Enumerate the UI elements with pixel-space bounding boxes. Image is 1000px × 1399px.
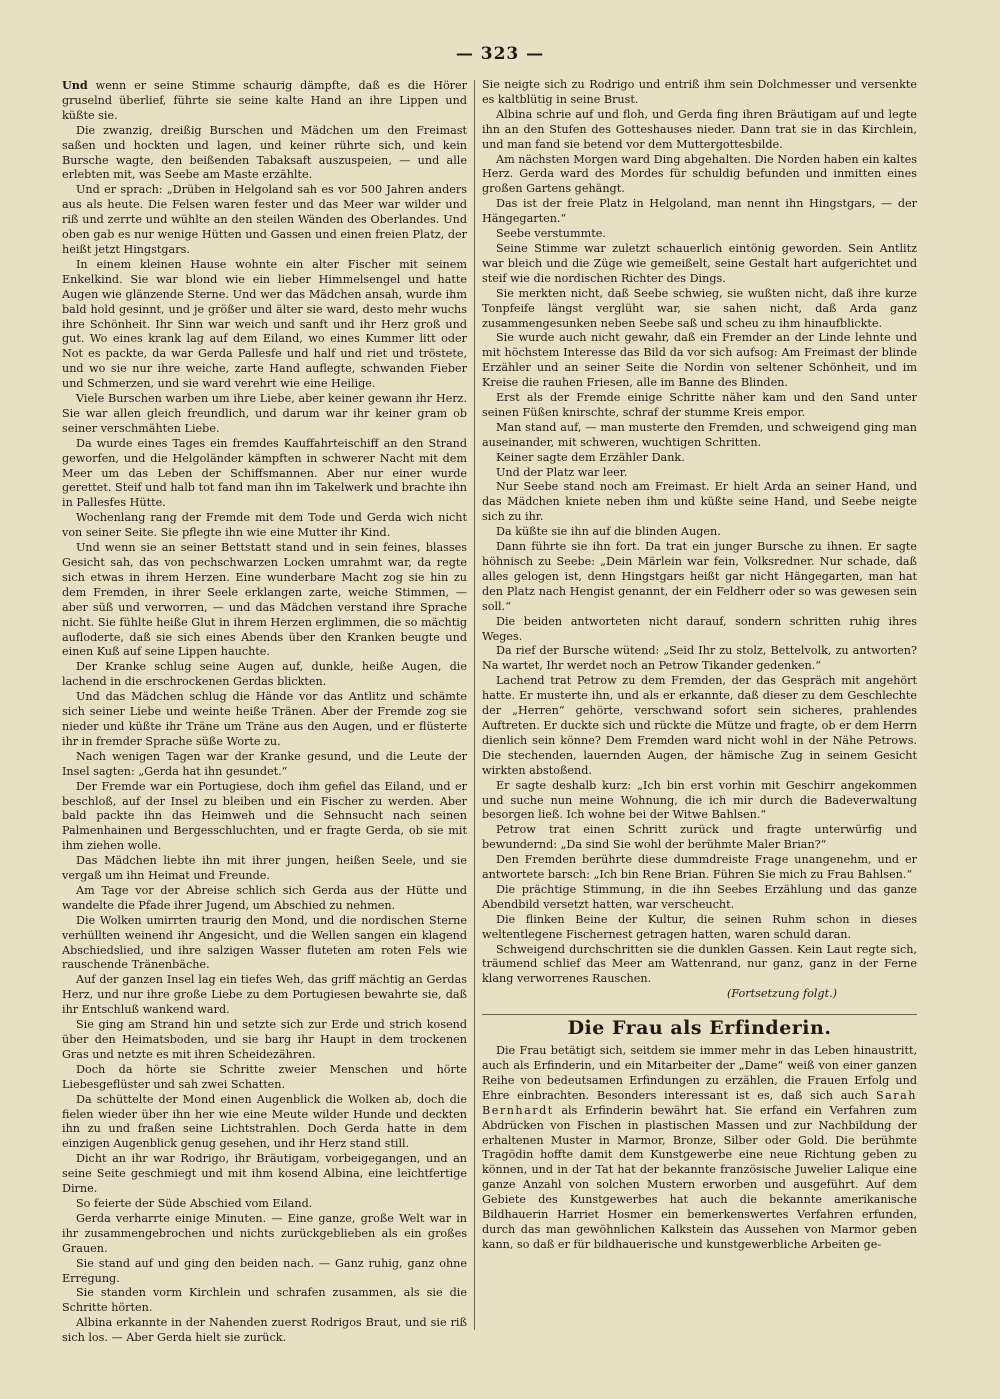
paragraph: Der Fremde war ein Portugiese, doch ihm gefiel das Eiland, und er beschloß, auf der Insel zu bleiben und ein Fischer zu werden. Aber bald packte ihn das Heimweh und die Sehnsucht nach seinen Palmenhainen und Bergesschluchten, und er fragte Gerda, ob sie mit ihm ziehen wolle. — [62, 779, 467, 853]
paragraph: Sie ging am Strand hin und setzte sich zur Erde und strich kosend über den Heimatsboden, und sie barg ihr Haupt in dem trockenen Gras und netzte es mit ihren Scheidezähren. — [62, 1018, 467, 1061]
paragraph-text: wenn er seine Stimme schaurig dämpfte, daß es die Hörer gruselnd überlief, führte sie seine kalte Hand an ihre Lippen und küßte sie. — [62, 79, 467, 122]
paragraph: Das ist der freie Platz in Helgoland, man nennt ihn Hingstgars, — der Hängegarten.“ — [482, 197, 917, 226]
paragraph: Die zwanzig, dreißig Burschen und Mädchen um den Freimast saßen und hockten und lagen, und keiner rührte sich, und kein Bursche wagte, den beißenden Tabaksaft auszuspeien, — und alle erlebten mit, was Seebe am Maste erzählte. — [62, 123, 467, 182]
paragraph: Er sagte deshalb kurz: „Ich bin erst vorhin mit Geschirr angekommen und suche nun meine Wohnung, die ich mir durch die Badeverwaltung besorgen ließ. Ich wohne bei der Witwe Bahlsen.“ — [482, 778, 917, 822]
paragraph: Die prächtige Stimmung, in die ihn Seebes Erzählung und das ganze Abendbild versetzt hatten, war verscheucht. — [482, 882, 917, 911]
paragraph: Der Kranke schlug seine Augen auf, dunkle, heiße Augen, die lachend in die erschrockenen Gerdas blickten. — [62, 660, 467, 689]
paragraph: Und der Platz war leer. — [496, 465, 628, 479]
paragraph: Auf der ganzen Insel lag ein tiefes Weh, das griff mächtig an Gerdas Herz, und nur ihre große Liebe zu dem Portugiesen bewahrte sie, daß ihr Entschluß wankend ward. — [62, 973, 467, 1017]
paragraph: Dicht an ihr war Rodrigo, ihr Bräutigam, vorbeigegangen, und an seine Seite geschmiegt und mit ihm kosend Albina, eine leichtfertige Dirne. — [62, 1152, 467, 1196]
article-text: Die Frau betätigt sich, seitdem sie immer mehr in das Leben hinaustritt, auch als Erfinderin, und ein Mitarbeiter der „Dame“ weiß von einer ganzen Reihe von bedeutsamen Erfindungen zu erzählen, die Frauen Erfolg und Ehre einbrachten. Besonders interessant ist es, daß sich auch — [482, 1044, 917, 1102]
paragraph: Man stand auf, — man musterte den Fremden, und schweigend ging man auseinander, mit schweren, wuchtigen Schritten. — [482, 420, 917, 449]
paragraph: Sie neigte sich zu Rodrigo und entriß ihm sein Dolchmesser und versenkte es kaltblütig in seine Brust. — [482, 78, 917, 106]
paragraph: Dann führte sie ihn fort. Da trat ein junger Bursche zu ihnen. Er sagte höhnisch zu Seebe: „Dein Märlein war fein, Volksredner. Nur schade, daß alles gelogen ist, denn Hingstgars heißt gar nicht Hängegarten, man hat den Platz nach Hengist genannt, der ein Feldherr oder so was gewesen sein soll.“ — [482, 540, 917, 613]
paragraph: Doch da hörte sie Schritte zweier Menschen und hörte Liebesgeflüster und sah zwei Schatten. — [62, 1062, 467, 1091]
paragraph: Da schüttelte der Mond einen Augenblick die Wolken ab, doch die fielen wieder über ihn her wie eine Meute wilder Hunde und deckten ihn zu und fraßen seine Lichtstrahlen. Doch Gerda hatte in dem einzigen Augenblick genug gesehen, und ihr Herz stand still. — [62, 1092, 467, 1151]
paragraph: Albina schrie auf und floh, und Gerda fing ihren Bräutigam auf und legte ihn an den Stufen des Gotteshauses nieder. Dann trat sie in das Kirchlein, und man fand sie betend vor dem Muttergottesbilde. — [482, 107, 917, 151]
paragraph: Das Mädchen liebte ihn mit ihrer jungen, heißen Seele, und sie vergaß um ihn Heimat und Freunde. — [62, 854, 467, 883]
paragraph: Keiner sagte dem Erzähler Dank. — [496, 450, 685, 464]
paragraph: Da küßte sie ihn auf die blinden Augen. — [496, 525, 721, 539]
paragraph: Seine Stimme war zuletzt schauerlich eintönig geworden. Sein Antlitz war bleich und die Züge wie gemeißelt, seine Gestalt hart aufgerichtet und steif wie die nordischen Richter des Dings. — [482, 241, 917, 285]
paragraph: Am Tage vor der Abreise schlich sich Gerda aus der Hütte und wandelte die Pfade ihrer Jugend, um Abschied zu nehmen. — [62, 883, 467, 912]
paragraph: Sie stand auf und ging den beiden nach. — Ganz ruhig, ganz ohne Erregung. — [62, 1256, 467, 1285]
paragraph: Am nächsten Morgen ward Ding abgehalten. Die Norden haben ein kaltes Herz. Gerda ward des Mordes für schuldig befunden und inmitten eines großen Gartens gehängt. — [482, 152, 917, 196]
article-name: Sarah Bernhardt — [482, 1088, 917, 1117]
paragraph: Nur Seebe stand noch am Freimast. Er hielt Arda an seiner Hand, und das Mädchen kniete neben ihm und küßte seine Hand, und Seebe neigte sich zu ihr. — [482, 480, 917, 524]
paragraph: Den Fremden berührte diese dummdreiste Frage unangenehm, und er antwortete barsch: „Ich bin Rene Brian. Führen Sie mich zu Frau Bahlsen.“ — [482, 853, 917, 882]
article-text: als Erfinderin bewährt hat. Sie erfand ein Verfahren zum Abdrücken von Fischen in plastischen Massen und zur Nachbildung der erhaltenen Muster in Marmor, Bronze, Silber oder Gold. Die berühmte Tragödin hoffte damit dem Kunstgewerbe eine neue Richtung geben zu können, und in der Tat hat der bekannte französische Juwelier Lalique eine ganze Anzahl von solchen Mustern erworben und ausgeführt. Auf dem Gebiete des Kunstgewerbes hat auch die bekannte amerikanische Bildhauerin Harriet Hosmer ein bemerkenswertes Verfahren erfunden, durch das man gewöhnlichen Kalkstein das Aussehen von Marmor geben kann, so daß er für bildhauerische und kunstgewerbliche Arbeiten ge- — [482, 1103, 917, 1251]
paragraph: Nach wenigen Tagen war der Kranke gesund, und die Leute der Insel sagten: „Gerda hat ihn gesundet.“ — [62, 749, 467, 778]
page-number: — 323 — — [455, 44, 545, 64]
column-rule — [474, 80, 475, 1330]
paragraph: Lachend trat Petrow zu dem Fremden, der das Gespräch mit angehört hatte. Er musterte ihn, und als er erkannte, daß dieser zu dem Geschlechte der „Herren“ gehörte, verschwand sofort sein sicheres, prahlendes Auftreten. Er duckte sich und rückte die Mütze und fragte, ob er dem Herrn dienlich sein könne? Dem Fremden ward nicht wohl in der Nähe Petrows. Die stechenden, lauernden Augen, der hämische Zug in seinem Gesicht wirkten abstoßend. — [482, 674, 917, 777]
paragraph: Petrow trat einen Schritt zurück und fragte unterwürfig und bewundernd: „Da sind Sie wohl der berühmte Maler Brian?“ — [482, 823, 917, 852]
right-column — [482, 78, 917, 1378]
paragraph: Und er sprach: „Drüben in Helgoland sah es vor 500 Jahren anders aus als heute. Die Felsen waren fester und das Meer war wilder und riß und zerrte und wühlte an den steilen Wänden des Oberlandes. Und oben gab es nur wenige Hütten und Gassen und einen freien Platz, der heißt jetzt Hingstgars. — [62, 183, 467, 256]
article-headline: Die Frau als Erfinderin. — [567, 1017, 832, 1040]
left-column — [62, 78, 467, 1378]
paragraph: So feierte der Süde Abschied vom Eiland. — [76, 1196, 313, 1210]
paragraph: Und das Mädchen schlug die Hände vor das Antlitz und schämte sich seiner Liebe und weinte heiße Tränen. Aber der Fremde zog sie nieder und küßte ihr Träne um Träne aus den Augen, und er flüsterte ihr in fremder Sprache süße Worte zu. — [62, 690, 467, 748]
paragraph: Schweigend durchschritten sie die dunklen Gassen. Kein Laut regte sich, träumend schlief das Meer am Wattenrand, nur ganz, ganz in der Ferne klang verworrenes Rauschen. — [482, 942, 917, 986]
paragraph — [62, 78, 467, 124]
paragraph: Sie wurde auch nicht gewahr, daß ein Fremder an der Linde lehnte und mit höchstem Interesse das Bild da vor sich aufsog: Am Freimast der blinde Erzähler und an seiner Seite die Nordin von seltener Schönheit, und im Kreise die rauhen Friesen, alle im Banne des Blinden. — [482, 331, 917, 390]
paragraph: Gerda verharrte einige Minuten. — Eine ganze, große Welt war in ihr zusammengebrochen und nichts zurückgeblieben als ein großes Grauen. — [62, 1211, 467, 1255]
paragraph: Da wurde eines Tages ein fremdes Kauffahrteischiff an den Strand geworfen, und die Helgoländer kämpften in schwerer Nacht mit dem Meer um das Leben der Schiffsmannen. Aber nur einer wurde gerettet. Steif und halb tot fand man ihn im Takelwerk und brachte ihn in Pallesfes Hütte. — [62, 436, 467, 510]
article-paragraph — [482, 1044, 917, 1253]
paragraph: Wochenlang rang der Fremde mit dem Tode und Gerda wich nicht von seiner Seite. Sie pflegte ihn wie eine Mutter ihr Kind. — [62, 511, 467, 540]
paragraph: Erst als der Fremde einige Schritte näher kam und den Sand unter seinen Füßen knirschte, schraf der stumme Kreis empor. — [482, 391, 917, 419]
paragraph: Und wenn sie an seiner Bettstatt stand und in sein feines, blasses Gesicht sah, das von pechschwarzen Locken umrahmt war, da regte sich etwas in ihrem Herzen. Eine wunderbare Macht zog sie hin zu dem Fremden, in ihrer Seele erklangen zarte, weiche Stimmen, — aber süß und verworren, — und das Mädchen verstand ihre Sprache nicht. Sie fühlte heiße Glut in ihrem Herzen erglimmen, die so mächtig aufloderte, daß sie sich eines Abends über den Kranken beugte und einen Kuß auf seine Lippen hauchte. — [62, 541, 467, 659]
paragraph: Die beiden antworteten nicht darauf, sondern schritten ruhig ihres Weges. — [482, 614, 917, 643]
paragraph: In einem kleinen Hause wohnte ein alter Fischer mit seinem Enkelkind. Sie war blond wie ein lieber Himmelsengel und hatte Augen wie glänzende Sterne. Und wer das Mädchen ansah, wurde ihm bald hold gesinnt, und je größer und älter sie ward, desto mehr wuchs ihre Schönheit. Ihr Sinn war weich und sanft und ihr Herz groß und gut. Wo eines krank lag auf dem Eiland, wo eines Kummer litt oder Not es packte, da war Gerda Pallesfe und half und riet und tröstete, und wo sie nur ihre weiche, zarte Hand auflegte, schwanden Fieber und Schmerzen, und sie ward verehrt wie eine Heilige. — [62, 257, 467, 391]
paragraph: Sie standen vorm Kirchlein und schrafen zusammen, als sie die Schritte hörten. — [62, 1286, 467, 1315]
paragraph: Sie merkten nicht, daß Seebe schwieg, sie wußten nicht, daß ihre kurze Tonpfeife längst verglüht war, sie sahen nicht, daß Arda ganz zusammengesunken neben Seebe saß und scheu zu ihm hinaufblickte. — [482, 286, 917, 330]
lead-word: Und — [62, 78, 88, 92]
paragraph: Die flinken Beine der Kultur, die seinen Ruhm schon in dieses weltentlegene Fischernest getragen hatten, waren schuld daran. — [482, 912, 917, 941]
paragraph: Seebe verstummte. — [496, 227, 606, 241]
section-divider — [482, 1014, 917, 1015]
paragraph: Viele Burschen warben um ihre Liebe, aber keiner gewann ihr Herz. Sie war allen gleich freundlich, und darum war ihr keiner gram ob seiner verschmähten Liebe. — [62, 392, 467, 435]
continued-label: (Fortsetzung folgt.) — [726, 987, 837, 1001]
paragraph: Albina erkannte in der Nahenden zuerst Rodrigos Braut, und sie riß sich los. — Aber Gerda hielt sie zurück. — [62, 1316, 467, 1345]
paragraph: Da rief der Bursche wütend: „Seid Ihr zu stolz, Bettelvolk, zu antworten? Na wartet, Ihr werdet noch an Petrow Tikander gedenken.“ — [482, 644, 917, 673]
paragraph: Die Wolken umirrten traurig den Mond, und die nordischen Sterne verhüllten weinend ihr Angesicht, und die Wellen sangen ein klagend Abschiedslied, und ihre salzigen Wasser fluteten am roten Fels wie rauschende Tränenbäche. — [62, 913, 467, 972]
